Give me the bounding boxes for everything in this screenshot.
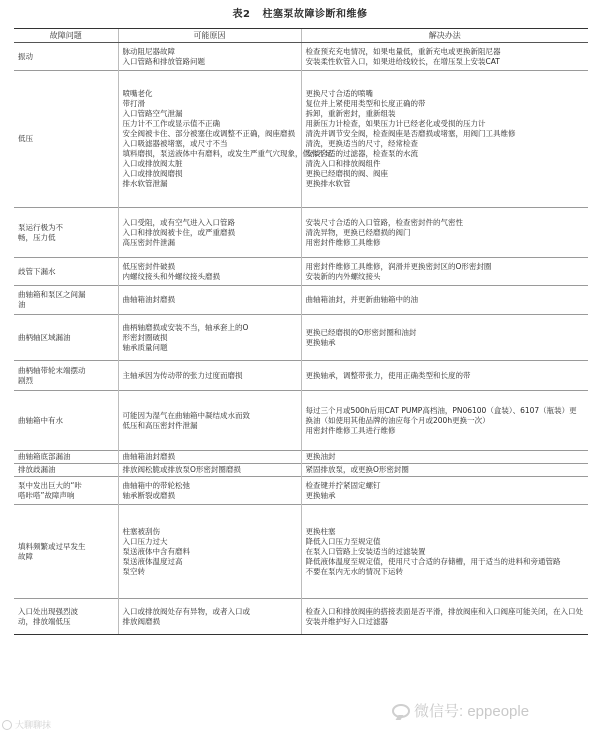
problem-text: 曲轴箱底部漏油 xyxy=(18,452,71,461)
solution-text: 在泵入口管路上安装适当的过滤装置 xyxy=(305,546,426,556)
fault-cause-cell xyxy=(118,208,301,258)
speech-bubble-icon xyxy=(392,704,410,718)
table-row xyxy=(14,477,588,505)
cause-text: 主轴承因为传动带的张力过度而磨损 xyxy=(122,370,243,380)
fault-cause-cell xyxy=(118,361,301,391)
problem-text: 畅，压力低 xyxy=(18,232,56,242)
table-number: 表2 xyxy=(232,9,251,20)
cause-text: 入口或排放阀磨损 xyxy=(122,169,183,178)
cause-text: 曲轴箱油封磨损 xyxy=(122,452,175,461)
fault-solution-cell xyxy=(301,286,588,315)
solution-text: 复位并上紧使用类型和长度正确的带 xyxy=(305,99,426,108)
cause-text: 入口管路空气泄漏 xyxy=(122,109,183,118)
fault-solution-cell xyxy=(301,71,588,208)
solution-text: 更换已经磨损的阀、阀座 xyxy=(305,169,388,178)
cause-text: 曲柄轴磨损或安装不当，轴承套上的O xyxy=(122,322,249,332)
cause-text: 低压密封件破损 xyxy=(122,261,175,271)
cause-text: 入口压力过大 xyxy=(122,536,168,546)
cause-text: 排放阀磨损 xyxy=(122,616,160,626)
solution-text: 检查预充充电情况，如果电量低，重新充电或更换新阻尼器 xyxy=(305,46,501,56)
cause-text: 高压密封件泄漏 xyxy=(122,237,175,247)
fault-solution-cell xyxy=(301,208,588,258)
solution-text: 安装并维护好入口过滤器 xyxy=(305,616,388,626)
cause-text: 安全阀被卡住、部分被塞住或调整不正确，阀座磨损 xyxy=(122,129,295,138)
solution-text: 检查入口和排放阀座的搭接表面是否平滑，排放阀座和入口阀座可能关闭，在入口处 xyxy=(305,606,583,616)
header-row xyxy=(14,29,588,43)
header-problem: 故障问题 xyxy=(14,29,118,43)
problem-text: 曲柄轴区域漏油 xyxy=(18,332,71,342)
cause-text: 喷嘴老化 xyxy=(122,89,153,98)
solution-text: 更换轴承，调整带张力，使用正确类型和长度的带 xyxy=(305,370,471,380)
fault-problem-cell xyxy=(14,71,118,208)
cause-text: 曲轴箱中的带轮松弛 xyxy=(122,480,190,490)
cause-text: 低压和高压密封件泄漏 xyxy=(122,420,198,430)
cause-text: 入口和排放阀被卡住，或严重磨损 xyxy=(122,227,235,237)
solution-text: 不要在泵内无水的情况下运转 xyxy=(305,566,403,576)
solution-text: 更换油封 xyxy=(305,452,336,461)
fault-problem-cell xyxy=(14,286,118,315)
solution-text: 清洗，更换适当的尺寸，经常检查 xyxy=(305,139,418,148)
fault-cause-cell xyxy=(118,43,301,71)
problem-text: 故障 xyxy=(18,551,33,561)
solution-text: 安装柔性软管入口，如果进给线较长，在增压泵上安装CAT xyxy=(305,56,500,66)
fault-solution-cell xyxy=(301,391,588,451)
problem-text: 低压 xyxy=(18,134,33,143)
solution-text: 清洗异物，更换已经磨损的阀门 xyxy=(305,227,411,237)
solution-text: 更换已经磨损的O形密封圈和油封 xyxy=(305,327,417,337)
fault-cause-cell xyxy=(118,464,301,477)
header-solution: 解决办法 xyxy=(301,29,588,43)
fault-problem-cell xyxy=(14,258,118,286)
solution-text: 更换轴承 xyxy=(305,337,336,347)
table-title-text: 柱塞泵故障诊断和维修 xyxy=(262,9,368,20)
table-body xyxy=(14,43,588,635)
cause-text: 入口吸滤器被堵塞，或尺寸不当 xyxy=(122,139,228,148)
fault-problem-cell xyxy=(14,464,118,477)
wechat-watermark xyxy=(392,700,529,721)
cause-text: 内螺纹接头和外螺纹接头磨损 xyxy=(122,271,220,281)
cause-text: 泵送液体中含有磨料 xyxy=(122,546,190,556)
fault-problem-cell xyxy=(14,315,118,361)
fault-problem-cell xyxy=(14,208,118,258)
cause-text: 形密封圈破损 xyxy=(122,332,168,342)
cause-text: 压力计不工作或显示值不正确 xyxy=(122,119,220,128)
fault-problem-cell xyxy=(14,477,118,505)
problem-text: 泵中发出巨大的“咔 xyxy=(18,480,82,490)
solution-text: 降低液体温度至规定值，使用尺寸合适的存储槽，用于适当的进料和旁通管路 xyxy=(305,556,561,566)
problem-text: 曲柄轴带轮末端摆动 xyxy=(18,365,86,375)
solution-text: 降低入口压力至规定值 xyxy=(305,536,381,546)
fault-cause-cell xyxy=(118,391,301,451)
fault-problem-cell xyxy=(14,391,118,451)
corner-watermark xyxy=(2,718,51,731)
table-row xyxy=(14,71,588,208)
fault-cause-cell xyxy=(118,258,301,286)
problem-text: 曲轴箱和泵区之间漏 xyxy=(18,290,86,299)
table-row xyxy=(14,391,588,451)
solution-text: 更换排水软管 xyxy=(305,179,351,188)
cause-text: 入口或排放阀太脏 xyxy=(122,159,183,168)
fault-solution-cell xyxy=(301,258,588,286)
table-row xyxy=(14,208,588,258)
solution-text: 更换尺寸合适的喷嘴 xyxy=(305,89,373,98)
cause-text: 排放阀松脆或排放泵O形密封圈磨损 xyxy=(122,465,241,474)
cause-text: 入口或排放阀处存有异物，或者入口或 xyxy=(122,606,250,616)
fault-solution-cell xyxy=(301,599,588,635)
table-title xyxy=(0,0,600,20)
solution-text: 清洗并调节安全阀，检查阀座是否磨损或堵塞，用阀门工具维修 xyxy=(305,129,516,138)
problem-text: 歧管下漏水 xyxy=(18,266,56,276)
table-row xyxy=(14,451,588,464)
solution-text: 更换柱塞 xyxy=(305,526,336,536)
problem-text: 油 xyxy=(18,300,26,309)
fault-solution-cell xyxy=(301,361,588,391)
fault-cause-cell xyxy=(118,599,301,635)
solution-text: 清洗入口和排放阀组件 xyxy=(305,159,381,168)
fault-solution-cell xyxy=(301,451,588,464)
cause-text: 入口受阻，或有空气进入入口管路 xyxy=(122,217,235,227)
fault-problem-cell xyxy=(14,599,118,635)
fault-problem-cell xyxy=(14,43,118,71)
cause-text: 泵空转 xyxy=(122,566,145,576)
problem-text: 排放歧漏油 xyxy=(18,465,56,474)
cause-text: 排水软管泄漏 xyxy=(122,179,168,188)
fault-cause-cell xyxy=(118,505,301,599)
solution-text: 曲轴箱油封，并更新曲轴箱中的油 xyxy=(305,295,418,304)
fault-solution-cell xyxy=(301,477,588,505)
fault-cause-cell xyxy=(118,451,301,464)
cause-text: 泵送液体温度过高 xyxy=(122,556,183,566)
cause-text: 带打滑 xyxy=(122,99,145,108)
solution-text: 用密封件维修工具维修，润滑并更换密封区的O形密封圈 xyxy=(305,261,492,271)
cause-text: 脉动阻尼器故障 xyxy=(122,46,175,56)
circle-logo-icon xyxy=(2,720,12,730)
cause-text: 轴承断裂或磨损 xyxy=(122,490,175,500)
fault-solution-cell xyxy=(301,505,588,599)
fault-cause-cell xyxy=(118,315,301,361)
problem-text: 填料频繁或过早发生 xyxy=(18,541,86,551)
fault-problem-cell xyxy=(14,361,118,391)
solution-text: 安装尺寸合适的入口管路，检查密封件的气密性 xyxy=(305,217,463,227)
table-row xyxy=(14,361,588,391)
header-cause: 可能原因 xyxy=(118,29,301,43)
cause-text: 入口管路和排放管路问题 xyxy=(122,56,205,66)
problem-text: 嗒咔嗒”故障声响 xyxy=(18,490,75,500)
solution-text: 安装合适的过滤器，检查泵的水流 xyxy=(305,149,418,158)
fault-cause-cell xyxy=(118,286,301,315)
problem-text: 入口处出现强烈波 xyxy=(18,606,78,616)
cause-text: 填料磨损，泵送液体中有磨料，或发生严重气穴现象，供水不足 xyxy=(122,149,333,158)
problem-text: 动，排放端低压 xyxy=(18,616,71,626)
solution-text: 用密封件维修工具维修 xyxy=(305,237,381,247)
solution-text: 用密封件维修工具进行维修 xyxy=(305,425,396,435)
corner-watermark-text: 大聊聊抹 xyxy=(15,721,52,731)
fault-solution-cell xyxy=(301,315,588,361)
table-row xyxy=(14,43,588,71)
problem-text: 剧烈 xyxy=(18,375,33,385)
fault-problem-cell xyxy=(14,451,118,464)
solution-text: 用新压力计检查，如果压力计已经老化或受损的压力计 xyxy=(305,119,486,128)
watermark-text: 微信号: eppeople xyxy=(414,703,530,720)
cause-text: 可能因为湿气在曲轴箱中凝结成水而致 xyxy=(122,410,250,420)
table-row xyxy=(14,258,588,286)
table-row xyxy=(14,505,588,599)
cause-text: 轴承质量问题 xyxy=(122,342,168,352)
problem-text: 曲轴箱中有水 xyxy=(18,415,63,425)
fault-solution-cell xyxy=(301,464,588,477)
fault-diagnosis-table xyxy=(14,28,588,635)
fault-solution-cell xyxy=(301,43,588,71)
solution-text: 检查键并拧紧固定螺钉 xyxy=(305,480,381,490)
solution-text: 更换轴承 xyxy=(305,490,336,500)
cause-text: 曲轴箱油封磨损 xyxy=(122,295,175,304)
problem-text: 泵运行极为不 xyxy=(18,222,63,232)
fault-problem-cell xyxy=(14,505,118,599)
table-row xyxy=(14,286,588,315)
solution-text: 安装新的内外螺纹接头 xyxy=(305,271,381,281)
solution-text: 紧固排放泵，或更换O形密封圈 xyxy=(305,465,409,474)
solution-text: 拆卸，重新密封，重新组装 xyxy=(305,109,396,118)
table-row xyxy=(14,599,588,635)
cause-text: 柱塞被刮伤 xyxy=(122,526,160,536)
table-row xyxy=(14,315,588,361)
table-row xyxy=(14,464,588,477)
solution-text: 每过三个月或500h后用CAT PUMP高档油，PN06100（盒装）、6107（瓶装）更换油（如使用其他品牌的油应每个月或200h更换一次） xyxy=(305,405,577,425)
fault-cause-cell xyxy=(118,477,301,505)
problem-text: 振动 xyxy=(18,51,33,61)
